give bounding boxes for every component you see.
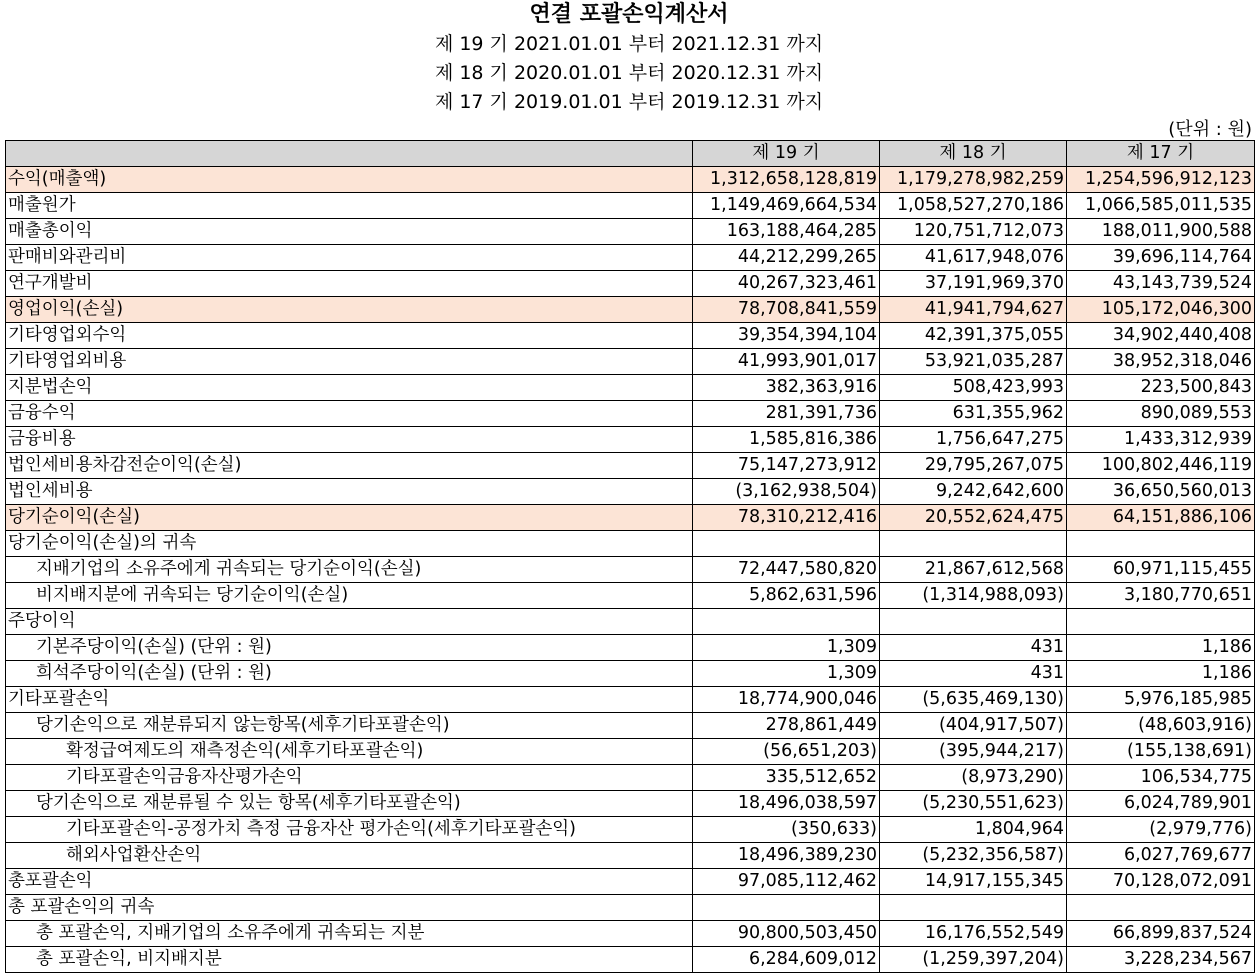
- value-18: 508,423,993: [880, 375, 1067, 401]
- value-17: 66,899,837,524: [1067, 921, 1255, 947]
- row-label: 영업이익(손실): [6, 297, 693, 323]
- row-label: 기타영업외비용: [6, 349, 693, 375]
- table-row: [6, 687, 1255, 713]
- value-18: 21,867,612,568: [880, 557, 1067, 583]
- table-row: [6, 817, 1255, 843]
- value-19: 1,309: [693, 635, 880, 661]
- value-17: (2,979,776): [1067, 817, 1255, 843]
- row-label: 총 포괄손익, 지배기업의 소유주에게 귀속되는 지분: [6, 921, 693, 947]
- value-17: 106,534,775: [1067, 765, 1255, 791]
- row-label: 법인세비용차감전순이익(손실): [6, 453, 693, 479]
- table-row: [6, 557, 1255, 583]
- row-label: 판매비와관리비: [6, 245, 693, 271]
- column-header-period-17: 제 17 기: [1067, 141, 1255, 167]
- table-row: [6, 765, 1255, 791]
- value-18: (5,232,356,587): [880, 843, 1067, 869]
- value-18: 16,176,552,549: [880, 921, 1067, 947]
- table-row: [6, 739, 1255, 765]
- value-18: 41,617,948,076: [880, 245, 1067, 271]
- table-row: [6, 869, 1255, 895]
- value-19: 18,496,038,597: [693, 791, 880, 817]
- value-18: 37,191,969,370: [880, 271, 1067, 297]
- value-19: (56,651,203): [693, 739, 880, 765]
- value-19: (3,162,938,504): [693, 479, 880, 505]
- value-17: (155,138,691): [1067, 739, 1255, 765]
- value-19: 1,149,469,664,534: [693, 193, 880, 219]
- column-header-item: [6, 141, 693, 167]
- row-label: 총 포괄손익의 귀속: [6, 895, 693, 921]
- table-row: [6, 895, 1255, 921]
- table-row: [6, 843, 1255, 869]
- table-row: [6, 791, 1255, 817]
- value-17: 223,500,843: [1067, 375, 1255, 401]
- row-label: 당기순이익(손실)의 귀속: [6, 531, 693, 557]
- value-19: 78,708,841,559: [693, 297, 880, 323]
- value-19: [693, 895, 880, 921]
- value-19: 163,188,464,285: [693, 219, 880, 245]
- value-19: 1,312,658,128,819: [693, 167, 880, 193]
- table-row: [6, 921, 1255, 947]
- value-18: 1,756,647,275: [880, 427, 1067, 453]
- value-19: 6,284,609,012: [693, 947, 880, 973]
- value-19: 335,512,652: [693, 765, 880, 791]
- row-label: 해외사업환산손익: [6, 843, 693, 869]
- value-17: 1,066,585,011,535: [1067, 193, 1255, 219]
- value-18: (1,259,397,204): [880, 947, 1067, 973]
- value-17: 70,128,072,091: [1067, 869, 1255, 895]
- value-17: 64,151,886,106: [1067, 505, 1255, 531]
- value-19: 39,354,394,104: [693, 323, 880, 349]
- value-19: 44,212,299,265: [693, 245, 880, 271]
- table-row: [6, 297, 1255, 323]
- column-header-period-18: 제 18 기: [880, 141, 1067, 167]
- value-19: 90,800,503,450: [693, 921, 880, 947]
- value-17: 105,172,046,300: [1067, 297, 1255, 323]
- value-19: 75,147,273,912: [693, 453, 880, 479]
- value-18: 431: [880, 635, 1067, 661]
- value-18: 1,058,527,270,186: [880, 193, 1067, 219]
- row-label: 확정급여제도의 재측정손익(세후기타포괄손익): [6, 739, 693, 765]
- value-17: 1,433,312,939: [1067, 427, 1255, 453]
- period-19: 제 19 기 2021.01.01 부터 2021.12.31 까지: [434, 33, 824, 55]
- value-18: 9,242,642,600: [880, 479, 1067, 505]
- value-18: 53,921,035,287: [880, 349, 1067, 375]
- value-19: (350,633): [693, 817, 880, 843]
- value-18: 1,804,964: [880, 817, 1067, 843]
- row-label: 기타포괄손익: [6, 687, 693, 713]
- value-18: (1,314,988,093): [880, 583, 1067, 609]
- row-label: 당기손익으로 재분류될 수 있는 항목(세후기타포괄손익): [6, 791, 693, 817]
- value-18: 42,391,375,055: [880, 323, 1067, 349]
- value-19: 1,309: [693, 661, 880, 687]
- value-19: 5,862,631,596: [693, 583, 880, 609]
- value-17: 60,971,115,455: [1067, 557, 1255, 583]
- row-label: 기본주당이익(손실) (단위 : 원): [6, 635, 693, 661]
- table-row: [6, 635, 1255, 661]
- value-18: [880, 531, 1067, 557]
- table-row: [6, 375, 1255, 401]
- table-row: [6, 531, 1255, 557]
- table-row: [6, 713, 1255, 739]
- table-header-row: [6, 141, 1255, 167]
- row-label: 매출총이익: [6, 219, 693, 245]
- value-17: 890,089,553: [1067, 401, 1255, 427]
- row-label: 지분법손익: [6, 375, 693, 401]
- value-18: 14,917,155,345: [880, 869, 1067, 895]
- table-row: [6, 167, 1255, 193]
- row-label: 금융수익: [6, 401, 693, 427]
- value-18: 1,179,278,982,259: [880, 167, 1067, 193]
- value-19: 97,085,112,462: [693, 869, 880, 895]
- value-17: 1,186: [1067, 635, 1255, 661]
- value-17: 39,696,114,764: [1067, 245, 1255, 271]
- value-17: 36,650,560,013: [1067, 479, 1255, 505]
- value-17: [1067, 895, 1255, 921]
- table-row: [6, 401, 1255, 427]
- value-19: 278,861,449: [693, 713, 880, 739]
- value-18: 29,795,267,075: [880, 453, 1067, 479]
- row-label: 비지배지분에 귀속되는 당기순이익(손실): [6, 583, 693, 609]
- value-18: (404,917,507): [880, 713, 1067, 739]
- value-18: (5,230,551,623): [880, 791, 1067, 817]
- row-label: 금융비용: [6, 427, 693, 453]
- value-17: 6,024,789,901: [1067, 791, 1255, 817]
- value-17: 188,011,900,588: [1067, 219, 1255, 245]
- value-18: [880, 895, 1067, 921]
- value-17: 1,254,596,912,123: [1067, 167, 1255, 193]
- value-19: 281,391,736: [693, 401, 880, 427]
- row-label: 총 포괄손익, 비지배지분: [6, 947, 693, 973]
- row-label: 당기순이익(손실): [6, 505, 693, 531]
- row-label: 주당이익: [6, 609, 693, 635]
- value-17: 34,902,440,408: [1067, 323, 1255, 349]
- table-row: [6, 349, 1255, 375]
- value-18: (5,635,469,130): [880, 687, 1067, 713]
- value-17: 1,186: [1067, 661, 1255, 687]
- row-label: 매출원가: [6, 193, 693, 219]
- value-18: 20,552,624,475: [880, 505, 1067, 531]
- value-19: 40,267,323,461: [693, 271, 880, 297]
- value-19: 18,496,389,230: [693, 843, 880, 869]
- table-row: [6, 609, 1255, 635]
- unit-label: (단위 : 원): [1168, 119, 1252, 140]
- table-row: [6, 947, 1255, 973]
- value-17: [1067, 609, 1255, 635]
- value-17: [1067, 531, 1255, 557]
- table-row: [6, 479, 1255, 505]
- table-row: [6, 583, 1255, 609]
- row-label: 당기손익으로 재분류되지 않는항목(세후기타포괄손익): [6, 713, 693, 739]
- table-row: [6, 193, 1255, 219]
- value-17: (48,603,916): [1067, 713, 1255, 739]
- value-17: 43,143,739,524: [1067, 271, 1255, 297]
- value-18: 41,941,794,627: [880, 297, 1067, 323]
- row-label: 희석주당이익(손실) (단위 : 원): [6, 661, 693, 687]
- value-18: [880, 609, 1067, 635]
- value-17: 3,228,234,567: [1067, 947, 1255, 973]
- value-18: 120,751,712,073: [880, 219, 1067, 245]
- value-17: 100,802,446,119: [1067, 453, 1255, 479]
- value-17: 38,952,318,046: [1067, 349, 1255, 375]
- row-label: 수익(매출액): [6, 167, 693, 193]
- table-row: [6, 323, 1255, 349]
- value-19: [693, 531, 880, 557]
- value-19: 18,774,900,046: [693, 687, 880, 713]
- period-18: 제 18 기 2020.01.01 부터 2020.12.31 까지: [434, 62, 824, 84]
- table-row: [6, 661, 1255, 687]
- row-label: 연구개발비: [6, 271, 693, 297]
- value-18: (395,944,217): [880, 739, 1067, 765]
- value-19: [693, 609, 880, 635]
- income-statement-table: [5, 140, 1255, 973]
- value-19: 72,447,580,820: [693, 557, 880, 583]
- value-19: 1,585,816,386: [693, 427, 880, 453]
- row-label: 총포괄손익: [6, 869, 693, 895]
- row-label: 기타포괄손익금융자산평가손익: [6, 765, 693, 791]
- table-row: [6, 453, 1255, 479]
- table-row: [6, 219, 1255, 245]
- value-17: 3,180,770,651: [1067, 583, 1255, 609]
- value-19: 78,310,212,416: [693, 505, 880, 531]
- row-label: 법인세비용: [6, 479, 693, 505]
- table-row: [6, 427, 1255, 453]
- value-18: (8,973,290): [880, 765, 1067, 791]
- column-header-period-19: 제 19 기: [693, 141, 880, 167]
- row-label: 기타포괄손익-공정가치 측정 금융자산 평가손익(세후기타포괄손익): [6, 817, 693, 843]
- value-18: 631,355,962: [880, 401, 1067, 427]
- table-row: [6, 245, 1255, 271]
- statement-title: 연결 포괄손익계산서: [529, 2, 729, 27]
- value-19: 382,363,916: [693, 375, 880, 401]
- value-17: 5,976,185,985: [1067, 687, 1255, 713]
- period-17: 제 17 기 2019.01.01 부터 2019.12.31 까지: [434, 91, 824, 113]
- row-label: 지배기업의 소유주에게 귀속되는 당기순이익(손실): [6, 557, 693, 583]
- row-label: 기타영업외수익: [6, 323, 693, 349]
- table-row: [6, 271, 1255, 297]
- value-17: 6,027,769,677: [1067, 843, 1255, 869]
- table-row: [6, 505, 1255, 531]
- value-19: 41,993,901,017: [693, 349, 880, 375]
- value-18: 431: [880, 661, 1067, 687]
- statement-heading: [0, 0, 1258, 117]
